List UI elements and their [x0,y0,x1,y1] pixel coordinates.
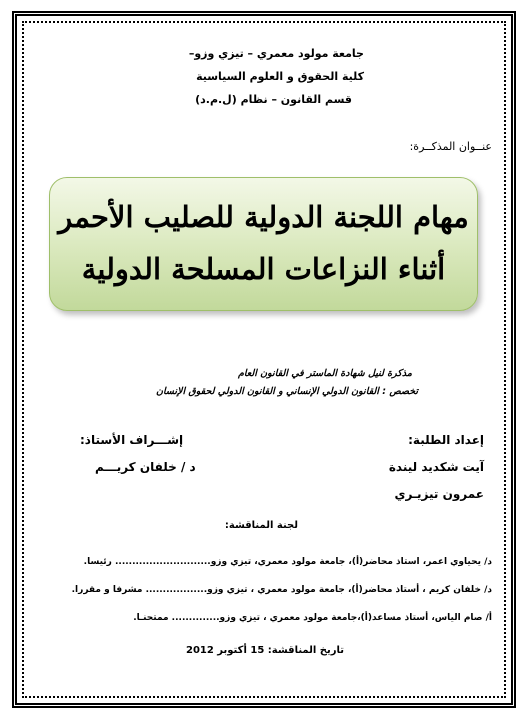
defense-date: تاريخ المناقشة: 15 أكتوبر 2012 [185,645,344,656]
supervisor-label: إشـــراف الأستاذ: [80,433,184,447]
title-box [49,177,478,311]
committee-member-2: د/ خلفان كريم ، أستاذ محاضر(أ)، جامعة مولود معمري ، تيزي وزو.................. مشرفا و مقررا. [71,585,492,595]
thesis-title-label: عنــوان المذكــرة: [409,140,492,153]
university-name: جامعة مولود معمري – تيزي وزو– [188,47,364,60]
supervisor-name: د / خلفان كريـــم [95,460,196,474]
committee-label: لجنة المناقشة: [224,520,298,531]
student-name-1: آيت شكديد ليندة [388,460,484,474]
department-name: قسم القانون – نظام (ل.م.د) [195,93,352,106]
committee-member-1: د/ يحياوي اعمر، استاذ محاضر(أ)، جامعة مولود معمري، تيزي وزو............................ رئيسا. [83,557,492,567]
students-label: إعداد الطلبة: [408,433,484,447]
thesis-title-line-2: أثناء النزاعات المسلحة الدولية [81,252,446,286]
thesis-title-line-1: مهام اللجنة الدولية للصليب الأحمر [58,200,469,234]
faculty-name: كلية الحقوق و العلوم السياسية [196,70,364,83]
page-border-inner [22,21,506,698]
specialization: تخصص : القانون الدولي الإنساني و القانون الدولي لحقوق الإنسان [156,386,418,397]
student-name-2: عمرون تيزيـري [394,487,484,501]
degree-statement: مذكرة لنيل شهادة الماستر في القانون العام [237,368,412,379]
committee-member-3: أ/ صام الياس، أستاذ مساعد(أ)،جامعة مولود معمري ، تيزي وزو.............. ممتحنـا. [133,613,492,623]
